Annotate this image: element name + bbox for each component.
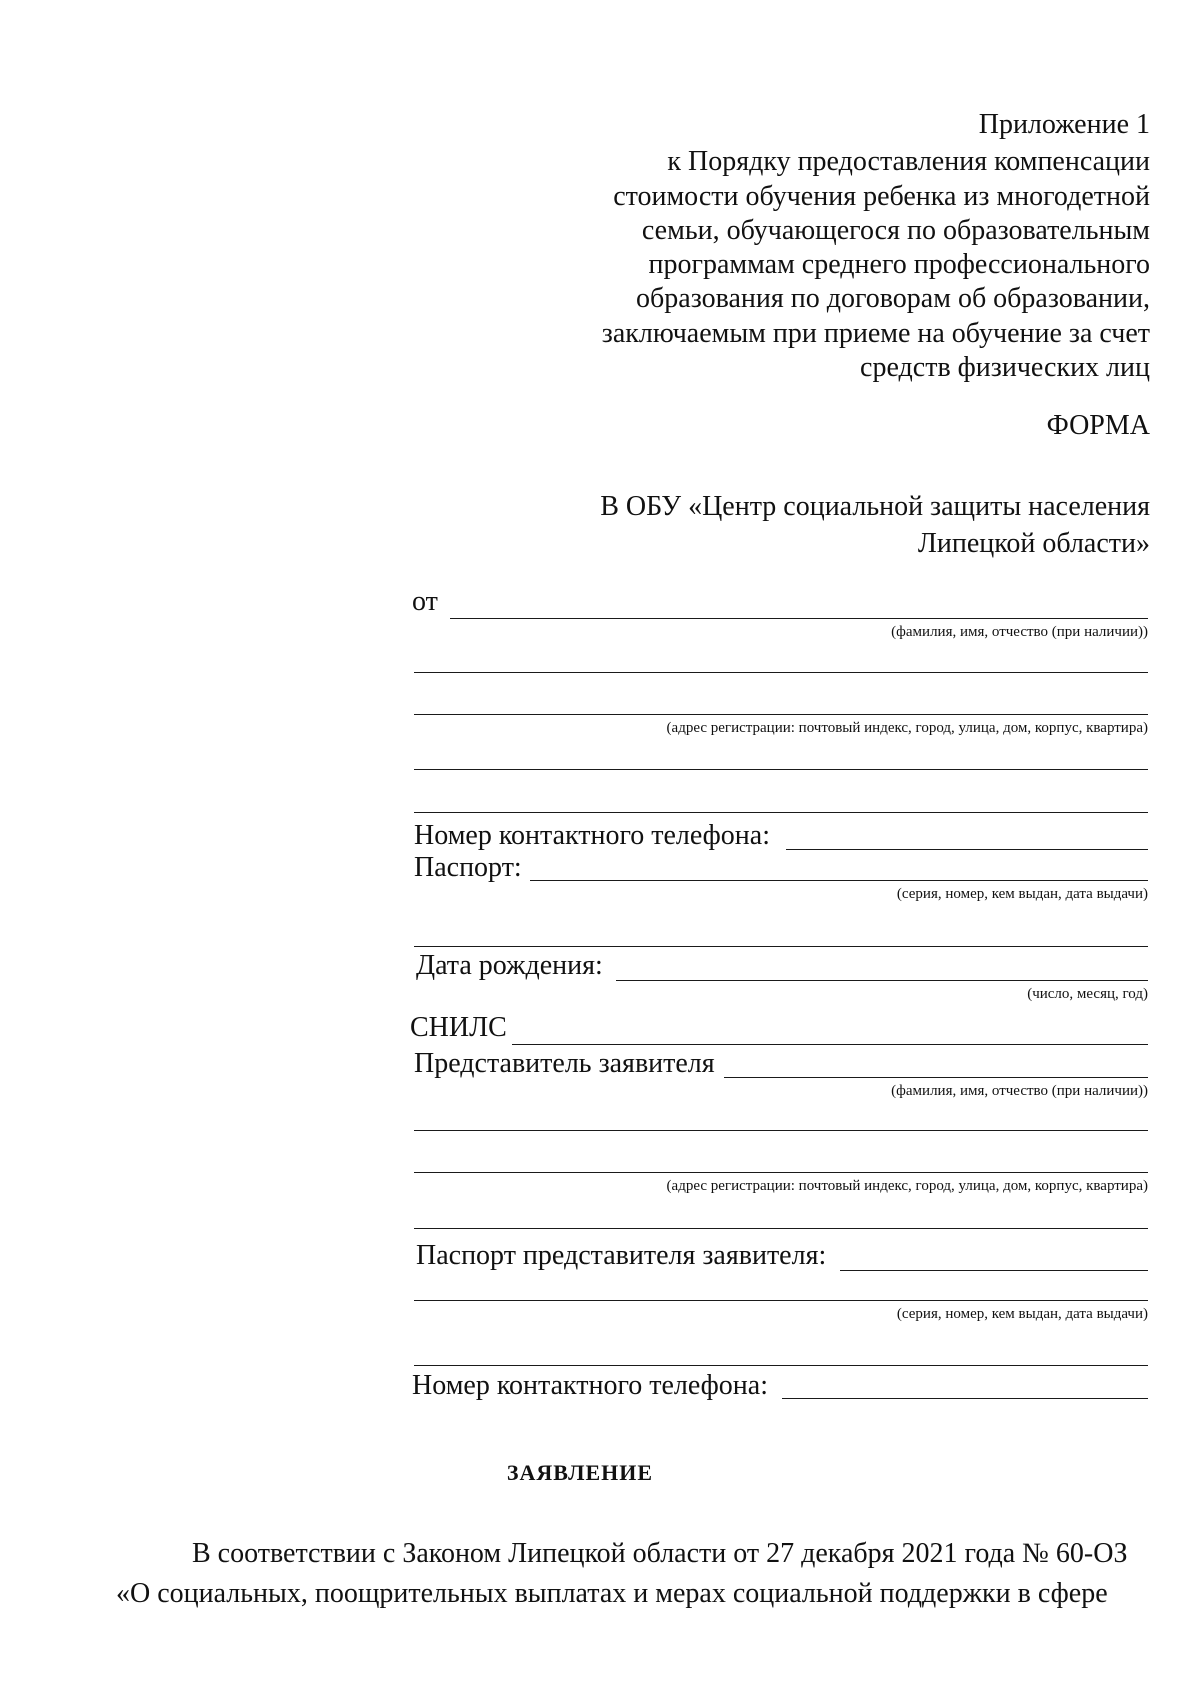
appendix-line: образования по договорам об образовании, [636,283,1150,315]
representative-phone-label: Номер контактного телефона: [412,1370,768,1401]
representative-address-field-1[interactable] [414,1130,1148,1131]
appendix-line: семьи, обучающегося по образовательным [641,214,1150,246]
applicant-passport-field-2[interactable] [414,946,1148,947]
representative-address-field-3[interactable] [414,1228,1148,1229]
representative-phone-field[interactable] [782,1398,1148,1399]
representative-address-hint: (адрес регистрации: почтовый индекс, город, улица, дом, корпус, квартира) [666,1178,1148,1194]
statement-line-1: В соответствии с Законом Липецкой области от 27 декабря 2021 года № 60-ОЗ [192,1538,1128,1569]
applicant-address-field-3[interactable] [414,769,1148,770]
applicant-address-field-4[interactable] [414,812,1148,813]
snils-field[interactable] [512,1044,1148,1045]
form-label: ФОРМА [1046,410,1150,441]
applicant-fio-field[interactable] [450,618,1148,619]
appendix-line: стоимости обучения ребенка из многодетной [613,180,1150,212]
recipient-block [550,488,1150,562]
birth-date-hint: (число, месяц, год) [1027,986,1148,1002]
applicant-address-field-2[interactable] [414,714,1148,715]
representative-passport-field[interactable] [840,1270,1148,1271]
applicant-passport-hint: (серия, номер, кем выдан, дата выдачи) [896,886,1148,902]
applicant-passport-field[interactable] [530,880,1148,881]
representative-label: Представитель заявителя [414,1048,715,1079]
statement-heading: ЗАЯВЛЕНИЕ [506,1460,654,1485]
appendix-line: заключаемым при приеме на обучение за счет [601,317,1150,349]
representative-fio-field[interactable] [724,1077,1148,1078]
applicant-passport-label: Паспорт: [414,852,522,883]
appendix-line: средств физических лиц [860,352,1150,384]
birth-date-field[interactable] [616,980,1148,981]
appendix-line: программам среднего профессионального [648,249,1150,281]
appendix-block [530,108,1150,385]
recipient-line-2: Липецкой области» [917,528,1150,559]
representative-passport-field-3[interactable] [414,1365,1148,1366]
snils-label: СНИЛС [410,1012,507,1043]
applicant-address-hint: (адрес регистрации: почтовый индекс, город, улица, дом, корпус, квартира) [666,720,1148,736]
statement-paragraph [116,1534,1150,1614]
applicant-phone-label: Номер контактного телефона: [414,820,770,851]
applicant-fio-hint: (фамилия, имя, отчество (при наличии)) [891,624,1148,640]
applicant-address-field-1[interactable] [414,672,1148,673]
statement-line-2: «О социальных, поощрительных выплатах и мерах социальной поддержки в сфере [116,1578,1108,1609]
birth-date-label: Дата рождения: [416,950,603,981]
representative-passport-label: Паспорт представителя заявителя: [416,1240,827,1271]
recipient-line-1: В ОБУ «Центр социальной защиты населения [600,491,1150,522]
appendix-number: Приложение 1 [978,109,1150,140]
representative-fio-hint: (фамилия, имя, отчество (при наличии)) [891,1083,1148,1099]
applicant-phone-field[interactable] [786,849,1148,850]
representative-address-field-2[interactable] [414,1172,1148,1173]
representative-passport-field-2[interactable] [414,1300,1148,1301]
appendix-line: к Порядку предоставления компенсации [667,146,1150,178]
from-label: от [412,586,438,617]
representative-passport-hint: (серия, номер, кем выдан, дата выдачи) [896,1306,1148,1322]
